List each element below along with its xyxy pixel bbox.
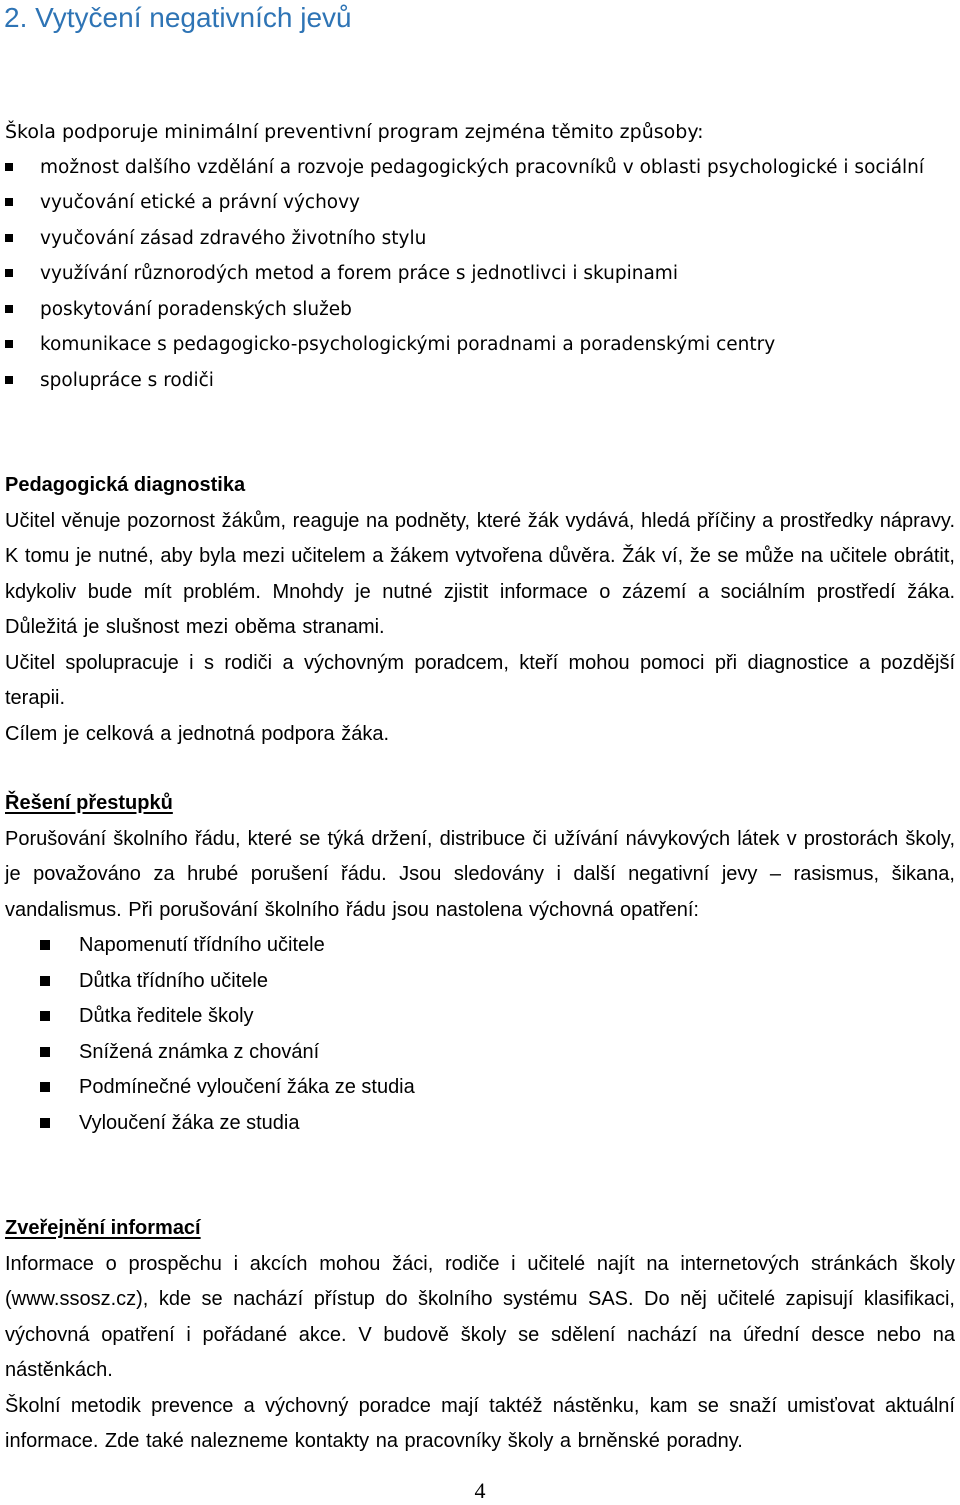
page-number: 4: [474, 1478, 486, 1503]
prestupky-section: [5, 786, 955, 1141]
paragraph: Informace o prospěchu i akcích mohou žáci, rodiče i učitelé najít na internetových stránkách školy (www.ssosz.cz), kde se nachází přístup do školního systému SAS. Do něj učitelé zapisují klasifikaci, výchovná opatření i pořádané akce. V budově školy se sdělení nachází na úřední desce nebo na nástěnkách.: [5, 1252, 955, 1381]
list-item: Vyloučení žáka ze studia: [5, 1106, 955, 1142]
list-item: Snížená známka z chování: [5, 1035, 955, 1071]
page-heading: 2. Vytyčení negativních jevů: [4, 2, 352, 33]
bullet-square-icon: [40, 1011, 50, 1021]
intro-text: Škola podporuje minimální preventivní program zejména těmito způsoby:: [5, 121, 704, 143]
bullet-square-icon: [5, 340, 13, 348]
bullet-square-icon: [40, 1082, 50, 1092]
measures-list: [5, 928, 955, 1141]
bullet-square-icon: [5, 269, 13, 277]
bullet-square-icon: [40, 1047, 50, 1057]
bullet-square-icon: [40, 1118, 50, 1128]
list-item: využívání různorodých metod a forem práce s jednotlivci i skupinami: [5, 256, 955, 292]
paragraph: Učitel spolupracuje i s rodiči a výchovným poradcem, kteří mohou pomoci při diagnostice a pozdější terapii.: [5, 651, 955, 709]
list-item: Důtka ředitele školy: [5, 999, 955, 1035]
paragraph: Školní metodik prevence a výchovný poradce mají taktéž nástěnku, kam se snaží umisťovat aktuální informace. Zde také nalezneme kontakty na pracovníky školy a brněnské poradny.: [5, 1394, 955, 1452]
paragraph: Učitel věnuje pozornost žákům, reaguje na podněty, které žák vydává, hledá příčiny a prostředky nápravy. K tomu je nutné, aby byla mezi učitelem a žákem vytvořena důvěra. Žák ví, že se může na učitele obrátit, kdykoliv bude mít problém. Mnohdy je nutné zjistit informace o zázemí a sociálním prostředí žáka. Důležitá je slušnost mezi oběma stranami.: [5, 509, 955, 638]
list-item: vyučování etické a právní výchovy: [5, 185, 955, 221]
paragraph: Cílem je celková a jednotná podpora žáka.: [5, 722, 390, 745]
paragraph: Porušování školního řádu, které se týká držení, distribuce či užívání návykových látek v prostorách školy, je považováno za hrubé porušení řádu. Jsou sledovány i další negativní jevy – rasismus, šikana, vandalismus. Při porušování školního řádu jsou nastolena výchovná opatření:: [5, 827, 955, 921]
bullet-square-icon: [40, 940, 50, 950]
bullet-square-icon: [5, 376, 13, 384]
list-item: Důtka třídního učitele: [5, 964, 955, 1000]
list-item: spolupráce s rodiči: [5, 363, 955, 399]
program-list: [5, 150, 955, 398]
section-title: Pedagogická diagnostika: [5, 474, 246, 496]
bullet-square-icon: [5, 198, 13, 206]
list-item: poskytování poradenských služeb: [5, 292, 955, 328]
list-item: možnost dalšího vzdělání a rozvoje pedagogických pracovníků v oblasti psychologické i sociální: [5, 150, 955, 185]
section-title: Řešení přestupků: [5, 792, 173, 814]
list-item: komunikace s pedagogicko-psychologickými poradnami a poradenskými centry: [5, 327, 955, 363]
diagnostika-section: [5, 468, 955, 752]
bullet-square-icon: [5, 305, 13, 313]
list-item: Napomenutí třídního učitele: [5, 928, 955, 964]
list-item: vyučování zásad zdravého životního stylu: [5, 221, 955, 257]
bullet-square-icon: [40, 976, 50, 986]
list-item: Podmínečné vyloučení žáka ze studia: [5, 1070, 955, 1106]
bullet-square-icon: [5, 163, 13, 171]
section-title: Zveřejnění informací: [5, 1217, 201, 1239]
bullet-square-icon: [5, 234, 13, 242]
informace-section: [5, 1211, 955, 1460]
